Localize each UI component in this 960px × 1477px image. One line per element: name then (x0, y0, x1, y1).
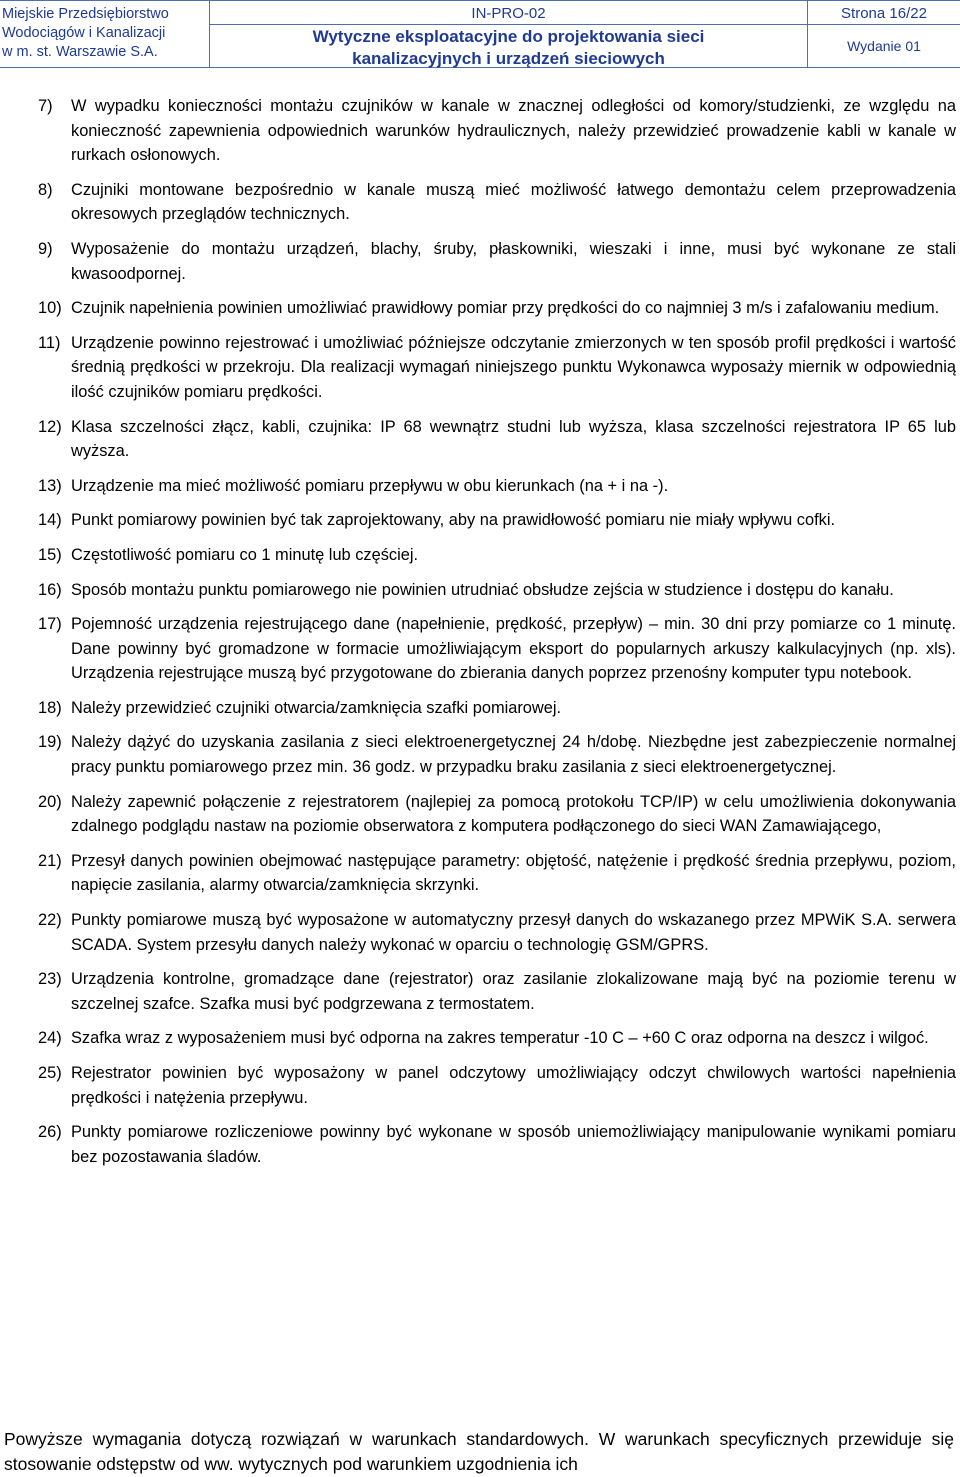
list-item (38, 730, 956, 779)
company-name (0, 1, 210, 67)
item-text: Należy dążyć do uzyskania zasilania z sieci elektroenergetycznej 24 h/dobę. Niezbędne jest zabezpieczenie normalnej pracy punktu pomiarowego przez min. 36 godz. w przypadku braku zasilania z sieci elektroenergetycznej. (71, 733, 956, 777)
item-number: 15) (38, 545, 62, 564)
list-item (38, 237, 956, 286)
item-text: Wyposażenie do montażu urządzeń, blachy, śruby, płaskowniki, wieszaki i inne, musi być wykonane ze stali kwasoodpornej. (71, 239, 956, 283)
page-header (0, 0, 960, 68)
list-item (38, 849, 956, 898)
list-item (38, 94, 956, 168)
item-text: Czujnik napełnienia powinien umożliwiać prawidłowy pomiar przy prędkości do co najmniej 3 m/s i zafalowaniu medium. (71, 299, 940, 318)
list-item (38, 508, 956, 533)
item-number: 21) (38, 851, 62, 870)
company-line: w m. st. Warszawie S.A. (2, 44, 158, 60)
document-title-line: Wytyczne eksploatacyjne do projektowania sieci (312, 27, 705, 46)
item-text: Należy zapewnić połączenie z rejestratorem (najlepiej za pomocą protokołu TCP/IP) w celu umożliwienia dokonywania zdalnego podglądu nastaw na poziomie obserwatora z komputera podłączonego do sieci WAN Zamawiającego, (71, 792, 956, 836)
document-code: IN-PRO-02 (210, 1, 807, 25)
list-item (38, 967, 956, 1016)
edition: Wydanie 01 (847, 38, 921, 54)
list-item (38, 296, 956, 321)
document-meta (808, 1, 960, 67)
item-number: 24) (38, 1029, 62, 1048)
list-item (38, 415, 956, 464)
item-text: Klasa szczelności złącz, kabli, czujnika: IP 68 wewnątrz studni lub wyższa, klasa szczelności rejestratora IP 65 lub wyższa. (71, 417, 956, 461)
item-text: Urządzenie powinno rejestrować i umożliwiać późniejsze odczytanie zmierzonych w ten sposób profil prędkości i wartość średnią prędkości w przekroju. Dla realizacji wymagań niniejszego punktu Wykonawca wyposaży miernik w odpowiednią ilość czujników pomiaru prędkości. (71, 333, 956, 401)
company-line: Wodociągów i Kanalizacji (2, 25, 166, 41)
list-item (38, 612, 956, 686)
document-title-block (210, 1, 808, 67)
requirements-list (38, 94, 956, 1179)
item-number: 19) (38, 733, 62, 752)
item-text: Pojemność urządzenia rejestrującego dane (napełnienie, prędkość, przepływ) – min. 30 dni przy pomiarze co 1 minutę. Dane powinny być gromadzone w formacie umożliwiającym eksport do popularnych arkuszy kalkulacyjnych (np. xls). Urządzenia rejestrujące muszą być przygotowane do zbierania danych poprzez przenośny komputer typu notebook. (71, 615, 956, 683)
item-text: Punkty pomiarowe rozliczeniowe powinny być wykonane w sposób uniemożliwiający manipulowanie wynikami pomiaru bez pozostawania śladów. (71, 1123, 956, 1166)
list-item (38, 1120, 956, 1169)
item-text: Szafka wraz z wyposażeniem musi być odporna na zakres temperatur -10 C – +60 C oraz odporna na deszcz i wilgoć. (71, 1029, 929, 1048)
list-item (38, 696, 956, 721)
list-item (38, 908, 956, 957)
list-item (38, 543, 956, 568)
item-number: 12) (38, 417, 62, 436)
item-number: 22) (38, 911, 62, 930)
list-item (38, 790, 956, 839)
list-item (38, 1026, 956, 1051)
item-text: Rejestrator powinien być wyposażony w panel odczytowy umożliwiający odczyt chwilowych wartości napełnienia prędkości i natężenia przepływu. (71, 1064, 956, 1107)
item-number: 8) (38, 180, 53, 199)
company-line: Miejskie Przedsiębiorstwo (2, 6, 169, 22)
document-title (210, 25, 807, 70)
item-number: 25) (38, 1064, 62, 1082)
item-number: 14) (38, 511, 62, 530)
item-number: 20) (38, 792, 62, 811)
item-number: 11) (38, 333, 61, 352)
item-number: 10) (38, 299, 62, 318)
list-item (38, 474, 956, 499)
list-item (38, 331, 956, 405)
item-number: 16) (38, 580, 62, 599)
item-text: Czujniki montowane bezpośrednio w kanale muszą mieć możliwość łatwego demontażu celem przeprowadzenia okresowych przeglądów technicznych. (71, 180, 956, 224)
item-number: 7) (38, 97, 53, 115)
page-number: Strona 16/22 (808, 1, 960, 25)
item-text: Przesył danych powinien obejmować następujące parametry: objętość, natężenie i prędkość średnia przepływu, poziom, napięcie zasilania, alarmy otwarcia/zamknięcia skrzynki. (71, 851, 956, 895)
list-item (38, 578, 956, 603)
item-number: 17) (38, 615, 62, 634)
document-title-line: kanalizacyjnych i urządzeń sieciowych (352, 49, 665, 68)
list-item (38, 178, 956, 227)
item-number: 26) (38, 1123, 62, 1142)
item-text: Częstotliwość pomiaru co 1 minutę lub częściej. (71, 545, 419, 564)
item-text: W wypadku konieczności montażu czujników w kanale w znacznej odległości od komory/studzienki, ze względu na konieczność zapewnienia odpowiednich warunków hydraulicznych, należy przewidzieć prowadzenie kabli w kanale w rurkach osłonowych. (71, 97, 956, 165)
footnote: Powyższe wymagania dotyczą rozwiązań w warunkach standardowych. W warunkach specyficznych przewiduje się stosowanie odstępstw od ww. wytycznych pod warunkiem uzgodnienia ich (4, 1429, 954, 1474)
item-text: Punkty pomiarowe muszą być wyposażone w automatyczny przesył danych do wskazanego przez MPWiK S.A. serwera SCADA. System przesyłu danych należy wykonać w oparciu o technologię GSM/GPRS. (71, 911, 956, 954)
item-number: 23) (38, 970, 62, 989)
item-number: 13) (38, 476, 62, 495)
item-text: Punkt pomiarowy powinien być tak zaprojektowany, aby na prawidłowość pomiaru nie miały wpływu cofki. (71, 511, 836, 530)
item-number: 9) (38, 239, 53, 258)
item-text: Należy przewidzieć czujniki otwarcia/zamknięcia szafki pomiarowej. (71, 698, 562, 717)
item-text: Sposób montażu punktu pomiarowego nie powinien utrudniać obsłudze zejścia w studzience i dostępu do kanału. (71, 580, 894, 599)
item-text: Urządzenia kontrolne, gromadzące dane (rejestrator) oraz zasilanie zlokalizowane mają być na poziomie terenu w szczelnej szafce. Szafka musi być podgrzewana z termostatem. (71, 970, 956, 1013)
item-text: Urządzenie ma mieć możliwość pomiaru przepływu w obu kierunkach (na + i na -). (71, 476, 669, 495)
list-item (38, 1061, 956, 1110)
item-number: 18) (38, 698, 62, 717)
